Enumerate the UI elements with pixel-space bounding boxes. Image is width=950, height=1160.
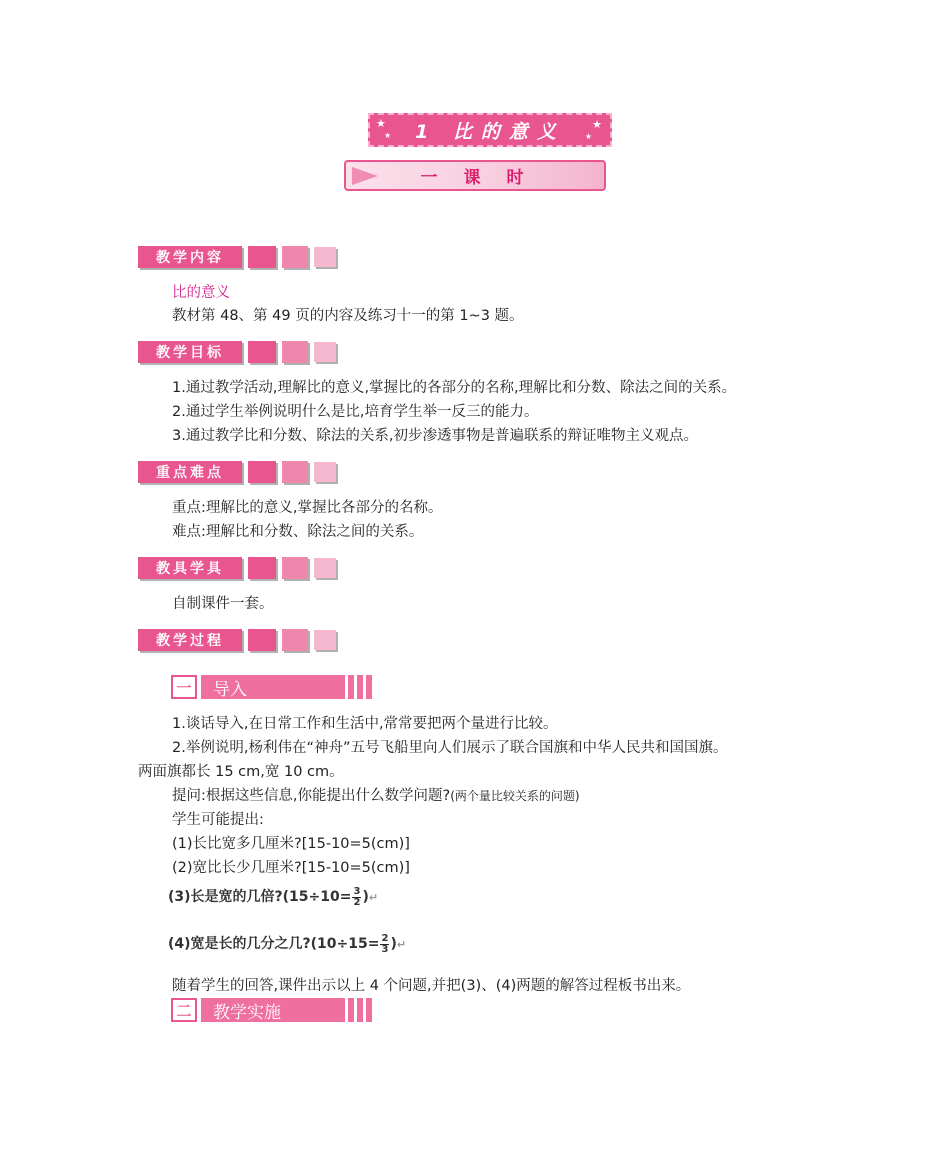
- goal-item: 3.通过教学比和分数、除法的关系,初步渗透事物是普遍联系的辩证唯物主义观点。: [172, 428, 698, 444]
- student-question: (2)宽比长少几厘米?[15-10=5(cm)]: [172, 860, 410, 876]
- fraction: [352, 887, 361, 908]
- difficult-point: 难点:理解比和分数、除法之间的关系。: [172, 524, 424, 540]
- section-header-process: [138, 628, 336, 652]
- intro-paragraph: 学生可能提出:: [172, 812, 264, 828]
- section-header-keypoints: [138, 460, 336, 484]
- section-square: [248, 461, 276, 483]
- step-bar: [366, 675, 372, 699]
- section-square: [314, 342, 336, 362]
- star-icon: ★: [376, 117, 386, 130]
- key-point: 重点:理解比的意义,掌握比各部分的名称。: [172, 500, 443, 516]
- prompt-note: (两个量比较关系的问题): [450, 789, 580, 803]
- section-header-content: [138, 245, 336, 269]
- section-label: 教学过程: [138, 629, 242, 651]
- lesson-subtitle-banner: [344, 160, 606, 191]
- fraction: [380, 934, 389, 955]
- section-square: [282, 629, 308, 651]
- step-bar: [357, 998, 363, 1022]
- return-mark-icon: ↵: [396, 938, 407, 951]
- step-number: 二: [171, 998, 197, 1022]
- section-square: [248, 557, 276, 579]
- intro-closing: 随着学生的回答,课件出示以上 4 个问题,并把(3)、(4)两题的解答过程板书出来。: [172, 978, 691, 994]
- goal-item: 2.通过学生举例说明什么是比,培育学生举一反三的能力。: [172, 404, 539, 420]
- section-square: [282, 557, 308, 579]
- return-mark-icon: ↵: [368, 891, 379, 904]
- section-square: [248, 629, 276, 651]
- section-header-goals: [138, 340, 336, 364]
- step-bar: [348, 675, 354, 699]
- fraction-numerator: 3: [353, 885, 361, 897]
- step-number: 一: [171, 675, 197, 699]
- section-square: [248, 246, 276, 268]
- star-icon: ★: [384, 131, 392, 140]
- step-label: 教学实施: [201, 998, 345, 1022]
- question-text: (4)宽是长的几分之几?(10÷15=: [168, 936, 380, 952]
- intro-paragraph: 2.举例说明,杨利伟在“神舟”五号飞船里向人们展示了联合国旗和中华人民共和国国旗。: [172, 740, 728, 756]
- student-question: (1)长比宽多几厘米?[15-10=5(cm)]: [172, 836, 410, 852]
- fraction-numerator: 2: [381, 932, 389, 944]
- section-header-tools: [138, 556, 336, 580]
- section-square: [314, 558, 336, 578]
- intro-paragraph: 1.谈话导入,在日常工作和生活中,常常要把两个量进行比较。: [172, 716, 558, 732]
- step-bar: [357, 675, 363, 699]
- section-label: 教学目标: [138, 341, 242, 363]
- intro-paragraph: 两面旗都长 15 cm,宽 10 cm。: [138, 764, 344, 780]
- section-square: [248, 341, 276, 363]
- section-square: [314, 630, 336, 650]
- student-question: [168, 886, 378, 908]
- section-label: 教学内容: [138, 246, 242, 268]
- star-icon: ★: [584, 132, 592, 141]
- section-square: [282, 461, 308, 483]
- lesson-subtitle: 一课时: [420, 168, 550, 188]
- lesson-title-banner: [368, 113, 612, 147]
- section-square: [314, 462, 336, 482]
- question-end: ): [362, 889, 369, 905]
- step-header-implementation: [171, 998, 381, 1022]
- intro-question-prompt: [172, 786, 580, 806]
- wedge-decoration: [352, 167, 378, 185]
- step-bar: [348, 998, 354, 1022]
- fraction-denominator: 3: [381, 943, 389, 955]
- fraction-denominator: 2: [353, 896, 361, 908]
- step-header-intro: [171, 675, 381, 699]
- section-label: 重点难点: [138, 461, 242, 483]
- step-label: 导入: [201, 675, 345, 699]
- student-question: [168, 933, 406, 955]
- goal-item: 1.通过教学活动,理解比的意义,掌握比的各部分的名称,理解比和分数、除法之间的关系。: [172, 380, 737, 396]
- section-label: 教具学具: [138, 557, 242, 579]
- step-bar: [366, 998, 372, 1022]
- prompt-text: 提问:根据这些信息,你能提出什么数学问题?: [172, 788, 451, 804]
- section-square: [282, 341, 308, 363]
- tools-text: 自制课件一套。: [172, 596, 274, 612]
- lesson-title: 1 比的意义: [415, 120, 565, 143]
- section-square: [314, 247, 336, 267]
- content-topic: 比的意义: [172, 285, 230, 301]
- section-square: [282, 246, 308, 268]
- question-end: ): [390, 936, 397, 952]
- content-text: 教材第 48、第 49 页的内容及练习十一的第 1~3 题。: [172, 308, 524, 324]
- star-icon: ★: [592, 118, 602, 131]
- question-text: (3)长是宽的几倍?(15÷10=: [168, 889, 352, 905]
